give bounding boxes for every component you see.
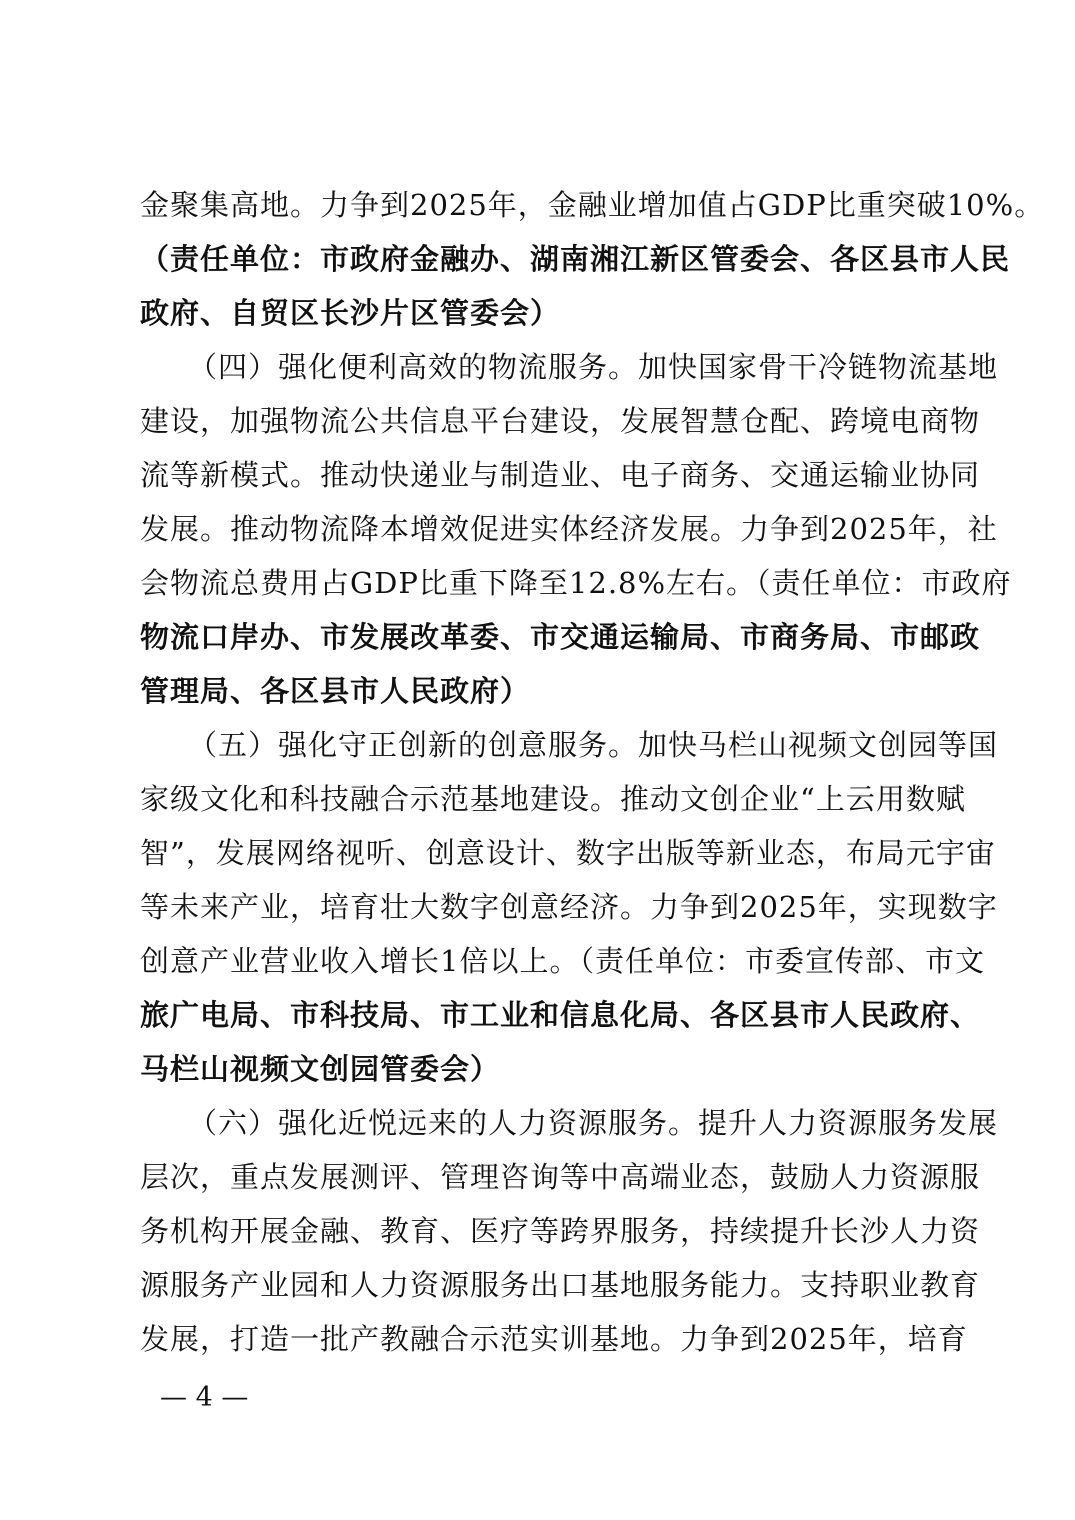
text-line-17: 马栏山视频文创园管委会）	[140, 1052, 501, 1086]
text-line-16: 旅广电局、市科技局、市工业和信息化局、各区县市人民政府、	[140, 998, 981, 1032]
section-five-heading: （五）强化守正创新的创意服务。加快马栏山视频文创园等国	[188, 728, 999, 762]
text-line-19: 层次，重点发展测评、管理咨询等中高端业态，鼓励人力资源服	[140, 1160, 981, 1194]
text-line-9: 物流口岸办、市发展改革委、市交通运输局、市商务局、市邮政	[140, 620, 981, 654]
text-line-21: 源服务产业园和人力资源服务出口基地服务能力。支持职业教育	[140, 1268, 981, 1302]
text-line-2: （责任单位：市政府金融办、湖南湘江新区管委会、各区县市人民	[140, 242, 1011, 276]
text-line-22: 发展，打造一批产教融合示范实训基地。力争到2025年，培育	[140, 1322, 968, 1356]
text-line-8: 会物流总费用占GDP比重下降至12.8%左右。（责任单位：市政府	[140, 566, 1012, 600]
text-line-14: 等未来产业，培育壮大数字创意经济。力争到2025年，实现数字	[140, 890, 998, 924]
text-line-20: 务机构开展金融、教育、医疗等跨界服务，持续提升长沙人力资	[140, 1214, 981, 1248]
text-line-12: 家级文化和科技融合示范基地建设。推动文创企业“上云用数赋	[140, 782, 966, 816]
section-six-heading: （六）强化近悦远来的人力资源服务。提升人力资源服务发展	[188, 1106, 999, 1140]
text-line-5: 建设，加强物流公共信息平台建设，发展智慧仓配、跨境电商物	[140, 404, 981, 438]
text-line-1: 金聚集高地。力争到2025年，金融业增加值占GDP比重突破10%。	[140, 188, 1045, 222]
text-line-10: 管理局、各区县市人民政府）	[140, 674, 531, 708]
text-line-3: 政府、自贸区长沙片区管委会）	[140, 296, 561, 330]
text-line-15: 创意产业营业收入增长1倍以上。（责任单位：市委宣传部、市文	[140, 944, 985, 978]
text-line-7: 发展。推动物流降本增效促进实体经济发展。力争到2025年，社	[140, 512, 998, 546]
text-line-13: 智”，发展网络视听、创意设计、数字出版等新业态，布局元宇宙	[140, 836, 996, 870]
text-line-6: 流等新模式。推动快递业与制造业、电子商务、交通运输业协同	[140, 458, 981, 492]
section-four-heading: （四）强化便利高效的物流服务。加快国家骨干冷链物流基地	[188, 350, 999, 384]
page-number: — 4 —	[160, 1382, 249, 1413]
